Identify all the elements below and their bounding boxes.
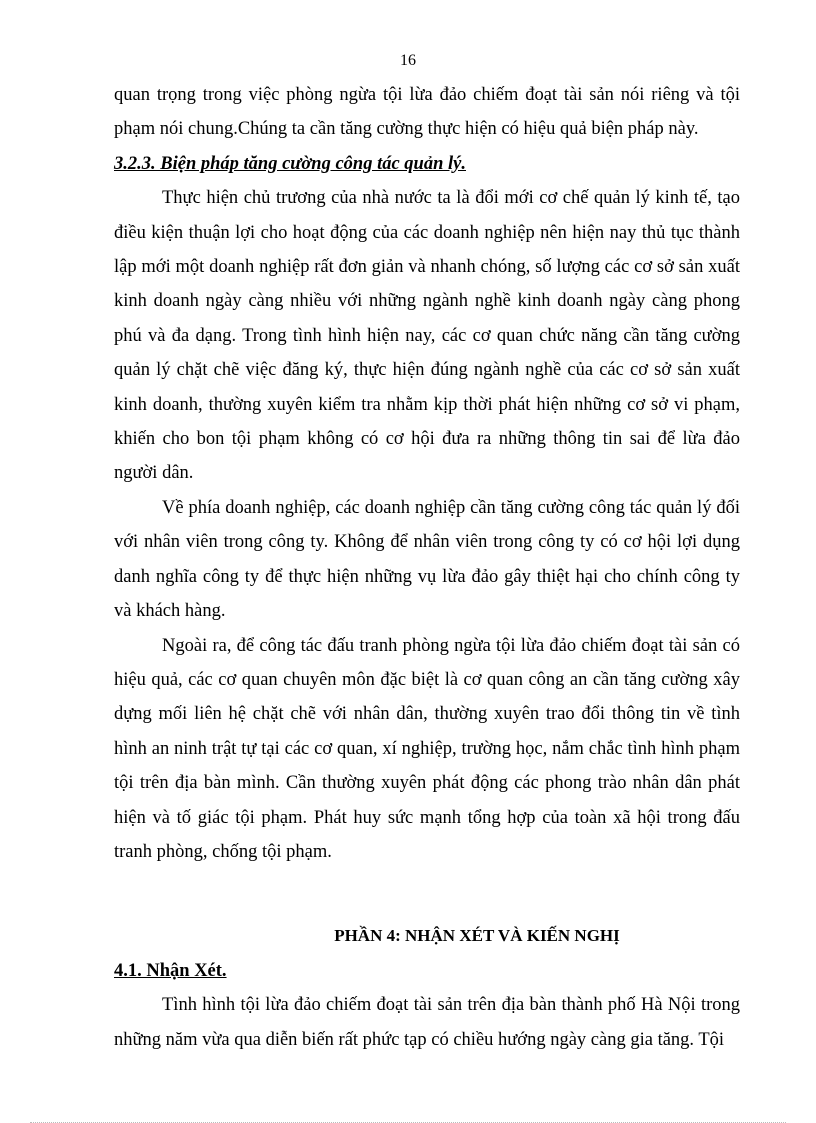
paragraph: quan trọng trong việc phòng ngừa tội lừa đảo chiếm đoạt tài sản nói riêng và tội phạm nói chung.Chúng ta cần tăng cường thực hiện có hiệu quả biện pháp này.: [114, 85, 740, 140]
section-subheading: 3.2.3. Biện pháp tăng cường công tác quản lý.: [114, 153, 466, 174]
paragraph: Tình hình tội lừa đảo chiếm đoạt tài sản trên địa bàn thành phố Hà Nội trong những năm vừa qua diễn biến rất phức tạp có chiều hướng ngày càng gia tăng. Tội: [114, 995, 740, 1050]
section-heading: 4.1. Nhận Xét.: [114, 960, 227, 981]
paragraph: Thực hiện chủ trương của nhà nước ta là đổi mới cơ chế quản lý kinh tế, tạo điều kiện thuận lợi cho hoạt động của các doanh nghiệp nên hiện nay thủ tục thành lập mới một doanh nghiệp rất đơn giản và nhanh chóng, số lượng các cơ sở sản xuất kinh doanh ngày càng nhiều với những ngành nghề kinh doanh ngày càng phong phú và đa dạng. Trong tình hình hiện nay, các cơ quan chức năng cần tăng cường quản lý chặt chẽ việc đăng ký, thực hiện đúng ngành nghề của các cơ sở sản xuất kinh doanh, thường xuyên kiểm tra nhằm kịp thời phát hiện những cơ sở vi phạm, khiến cho bon tội phạm không có cơ hội đưa ra những thông tin sai để lừa đảo người dân.: [114, 188, 740, 484]
page-number: 16: [400, 52, 416, 69]
document-body: [114, 78, 740, 1057]
part-title: PHẦN 4: NHẬN XÉT VÀ KIẾN NGHỊ: [334, 926, 620, 946]
paragraph: Ngoài ra, để công tác đấu tranh phòng ngừa tội lừa đảo chiếm đoạt tài sản có hiệu quả, các cơ quan chuyên môn đặc biệt là cơ quan công an cần tăng cường xây dựng mối liên hệ chặt chẽ với nhân dân, thường xuyên trao đổi thông tin về tình hình an ninh trật tự tại các cơ quan, xí nghiệp, trường học, nắm chắc tình hình phạm tội trên địa bàn mình. Cần thường xuyên phát động các phong trào nhân dân phát hiện và tố giác tội phạm. Phát huy sức mạnh tổng hợp của toàn xã hội trong đấu tranh phòng, chống tội phạm.: [114, 635, 740, 862]
paragraph: Về phía doanh nghiệp, các doanh nghiệp cần tăng cường công tác quản lý đối với nhân viên trong công ty. Không để nhân viên trong công ty có cơ hội lợi dụng danh nghĩa công ty để thực hiện những vụ lừa đảo gây thiệt hại cho chính công ty và khách hàng.: [114, 497, 740, 622]
